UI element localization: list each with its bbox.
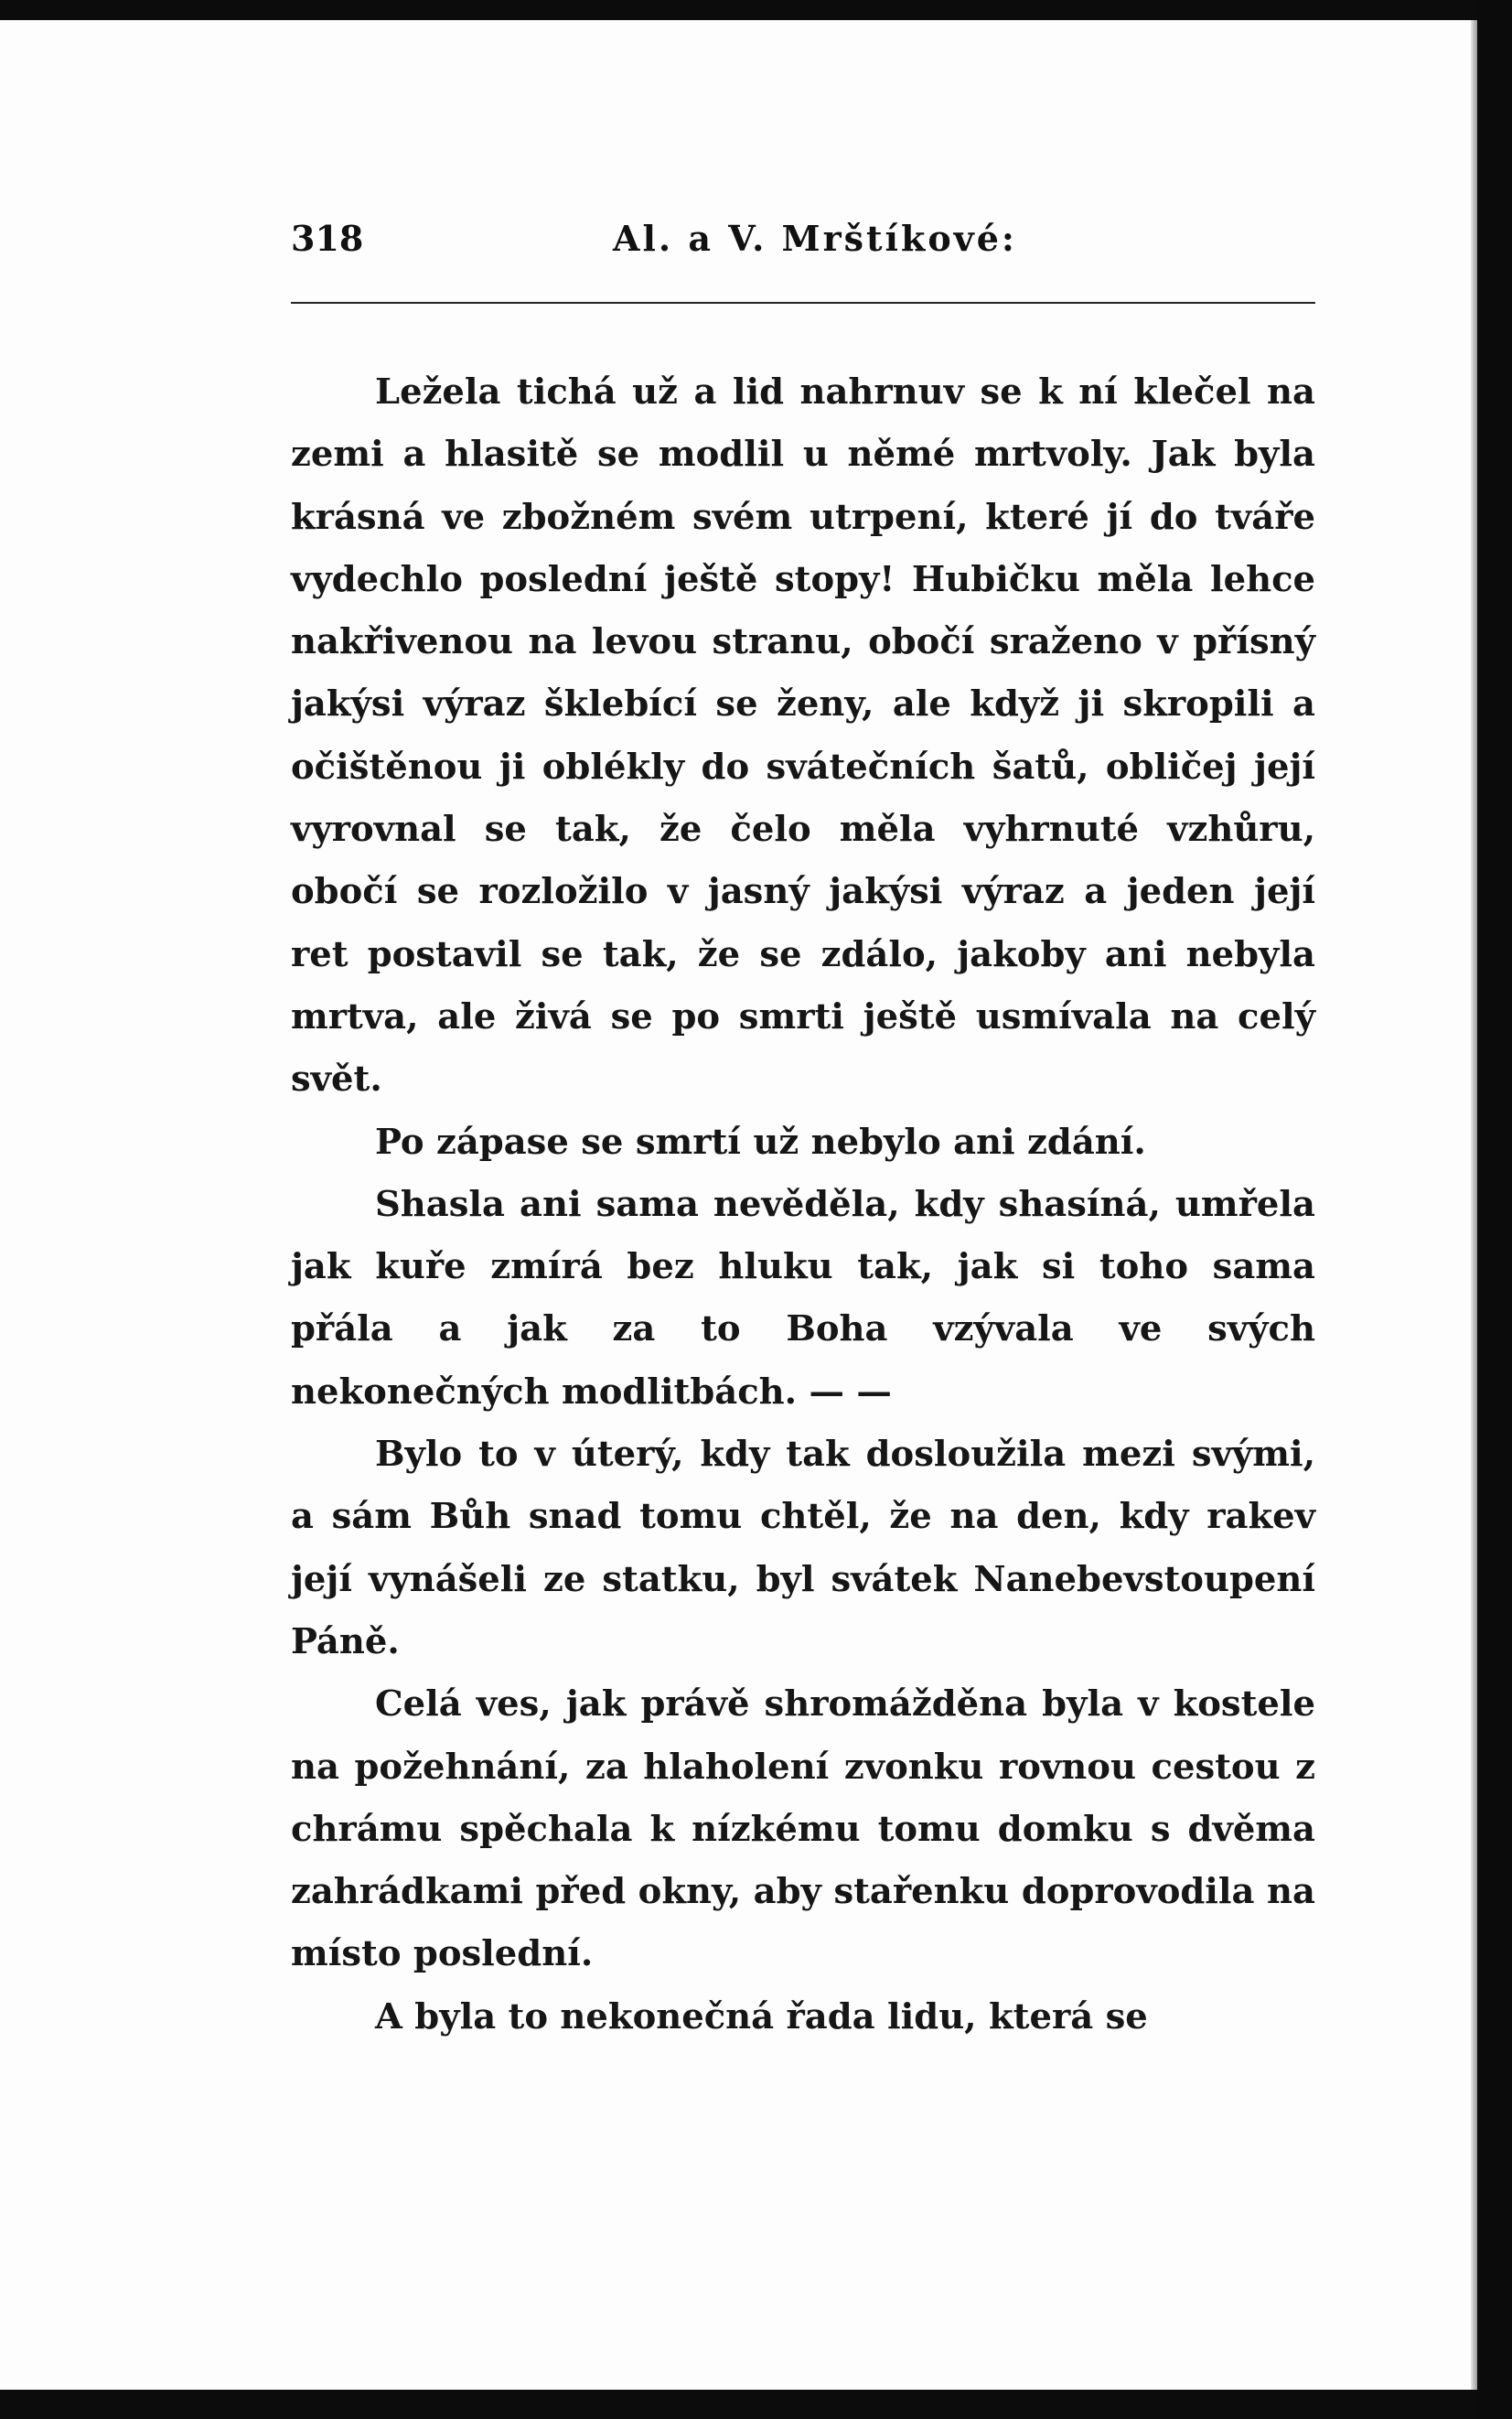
paragraph: Ležela tichá už a lid nahrnuv se k ní klečel na zemi a hlasitě se modlil u němé mrtvoly. Jak byla krásná ve zbožném svém utrpení, které jí do tváře vydechlo poslední ještě stopy! Hubičku měla lehce nakřivenou na levou stranu, obočí sraženo v přísný jakýsi výraz šklebící se ženy, ale když ji skropili a očištěnou ji oblékly do svátečních šatů, obličej její vyrovnal se tak, že čelo měla vyhrnuté vzhůru, obočí se rozložilo v jasný jakýsi výraz a jeden její ret postavil se tak, že se zdálo, jakoby ani nebyla mrtva, ale živá se po smrti ještě usmívala na celý svět. xyxy=(291,371,1315,1101)
paragraph: Po zápase se smrtí už nebylo ani zdání. xyxy=(375,1121,1146,1163)
running-head xyxy=(291,218,1315,273)
paragraph: Bylo to v úterý, kdy tak dosloužila mezi svými, a sám Bůh snad tomu chtěl, že na den, kdy rakev její vynášeli ze statku, byl svátek Nanebevstoupení Páně. xyxy=(291,1434,1315,1662)
page-edge-shadow xyxy=(1471,20,1477,2390)
running-title: Al. a V. Mrštíkové: xyxy=(613,218,1017,259)
paragraph: Celá ves, jak právě shromážděna byla v kostele na požehnání, za hlaholení zvonku rovnou cestou z chrámu spěchala k nízkému tomu domku s dvěma zahrádkami před okny, aby stařenku doprovodila na místo poslední. xyxy=(291,1683,1315,1975)
scan-border xyxy=(1477,0,1512,2419)
paragraph: Shasla ani sama nevěděla, kdy shasíná, umřela jak kuře zmírá bez hluku tak, jak si toho sama přála a jak za to Boha vzývala ve svých nekonečných modlitbách. — — xyxy=(291,1183,1315,1413)
header-rule xyxy=(291,302,1315,304)
page-number: 318 xyxy=(291,218,364,259)
paragraph: A byla to nekonečná řada lidu, která se xyxy=(375,1995,1148,2037)
body-text xyxy=(291,361,1315,2048)
